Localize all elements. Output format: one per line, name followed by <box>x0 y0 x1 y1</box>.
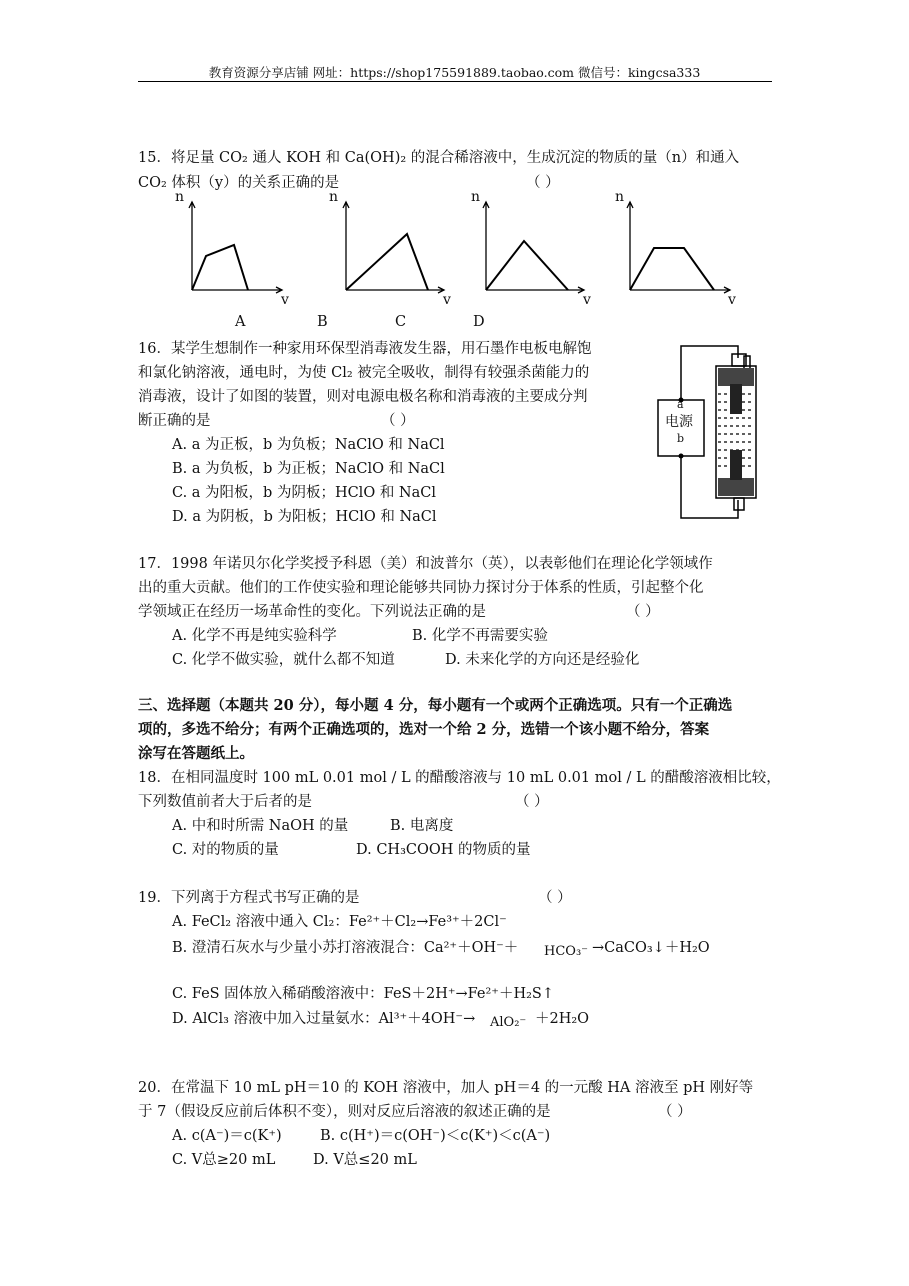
page-header: 教育资源分享店铺 网址：https://shop175591889.taobao.com 微信号：kingcsa333 <box>208 65 701 80</box>
q20-option-a: A. c(A⁻)＝c(K⁺) <box>172 1128 282 1144</box>
graph-c <box>483 202 584 293</box>
q18-option-c: C. 对的物质的量 <box>172 842 279 858</box>
graph-a-v-label: v <box>281 292 289 308</box>
q16-line4: 断正确的是 <box>138 413 211 429</box>
q17-line2: 出的重大贡献。他们的工作使实验和理论能够共同协力探讨分于体系的性质，引起整个化 <box>138 580 704 596</box>
q16-option-c: C. a 为阳板，b 为阴板；HClO 和 NaCl <box>172 485 436 501</box>
q17-option-a: A. 化学不再是纯实验科学 <box>172 628 337 644</box>
graph-d-v-label: v <box>728 292 736 308</box>
graph-c-curve <box>486 241 568 290</box>
q17-answer-bracket: （ ） <box>626 604 660 620</box>
q16-answer-bracket: （ ） <box>381 413 415 429</box>
graph-c-n-label: n <box>471 189 481 205</box>
q20-option-c: C. V总≥20 mL <box>172 1152 276 1168</box>
graph-a-caption: A <box>235 314 246 330</box>
q15-answer-bracket: （ ） <box>526 175 560 191</box>
q17-line3: 学领域正在经历一场革命性的变化。下列说法正确的是 <box>138 604 486 620</box>
q20-line1: 20．在常温下 10 mL pH＝10 的 KOH 溶液中，加人 pH＝4 的一元酸 HA 溶液至 pH 刚好等 <box>138 1080 754 1096</box>
q17-line1: 17．1998 年诺贝尔化学奖授予科恩（美）和波普尔（英），以表彰他们在理论化学领域作 <box>138 556 713 572</box>
q16-line2: 和氯化钠溶液，通电时，为使 Cl₂ 被完全吸收，制得有较强杀菌能力的 <box>138 365 590 381</box>
q18-option-a: A. 中和时所需 NaOH 的量 <box>172 818 349 834</box>
q17-option-b: B. 化学不再需要实验 <box>412 628 548 644</box>
graph-b-caption: B <box>317 314 328 330</box>
q20-option-d: D. V总≤20 mL <box>313 1152 417 1168</box>
header-divider <box>138 81 772 82</box>
graph-a-n-label: n <box>175 189 185 205</box>
graph-b <box>343 202 444 293</box>
q16-line1: 16．某学生想制作一种家用环保型消毒液发生器，用石墨作电板电解饱 <box>138 341 592 357</box>
power-terminal-a-label: a <box>677 398 684 411</box>
section3-line2: 项的，多选不给分；有两个正确选项的，选对一个给 2 分，选错一个该小题不给分，答案 <box>138 721 710 738</box>
q19-option-d: D. AlCl₃ 溶液中加入过量氨水：Al³⁺＋4OH⁻→ <box>172 1011 476 1027</box>
graph-d-curve <box>630 248 714 290</box>
q18-line2: 下列数值前者大于后者的是 <box>138 794 312 810</box>
graph-a-curve <box>192 245 248 290</box>
section3-line3: 涂写在答题纸上。 <box>138 745 254 762</box>
graph-c-caption: C <box>395 314 407 330</box>
q17-option-c: C. 化学不做实验，就什么都不知道 <box>172 652 395 668</box>
section3-line1: 三、选择题（本题共 20 分），每小题 4 分，每小题有一个或两个正确选项。只有一个正确选 <box>138 697 733 714</box>
q19-option-b-hco3: HCO₃⁻ <box>544 944 589 959</box>
q19-option-c: C. FeS 固体放入稀硝酸溶液中：FeS＋2H⁺→Fe²⁺＋H₂S↑ <box>172 986 554 1002</box>
q16-option-d: D. a 为阴板，b 为阳板；HClO 和 NaCl <box>172 509 437 525</box>
q20-answer-bracket: （ ） <box>658 1104 692 1120</box>
graph-d-n-label: n <box>615 189 625 205</box>
q18-option-b: B. 电离度 <box>390 818 454 834</box>
q19-option-b-products: →CaCO₃↓＋H₂O <box>592 940 710 956</box>
q20-line2: 于 7（假设反应前后体积不变），则对反应后溶液的叙述正确的是 <box>138 1104 551 1120</box>
q15-line2: CO₂ 体积（y）的关系正确的是 <box>138 175 340 191</box>
q19-line1: 19．下列离于方程式书写正确的是 <box>138 890 360 906</box>
graph-a <box>189 202 282 293</box>
graph-d-caption: D <box>473 314 485 330</box>
q16-option-b: B. a 为负板，b 为正板；NaClO 和 NaCl <box>172 461 445 477</box>
graph-b-n-label: n <box>329 189 339 205</box>
graph-b-curve <box>346 234 428 290</box>
bottom-electrode-terminal <box>734 498 744 510</box>
q16-option-a: A. a 为正板，b 为负板；NaClO 和 NaCl <box>172 437 445 453</box>
q20-option-b: B. c(H⁺)＝c(OH⁻)＜c(K⁺)＜c(A⁻) <box>320 1128 551 1144</box>
power-terminal-b-label: b <box>677 432 685 445</box>
q17-option-d: D. 未来化学的方向还是经验化 <box>445 652 640 668</box>
power-supply-label: 电源 <box>665 414 693 430</box>
q18-answer-bracket: （ ） <box>515 794 549 810</box>
q18-line1: 18．在相同温度时 100 mL 0.01 mol / L 的醋酸溶液与 10 mL 0.01 mol / L 的醋酸溶液相比较， <box>138 770 781 786</box>
q19-option-a: A. FeCl₂ 溶液中通入 Cl₂：Fe²⁺＋Cl₂→Fe³⁺＋2Cl⁻ <box>172 914 507 930</box>
graph-b-v-label: v <box>443 292 451 308</box>
q19-option-b: B. 澄清石灰水与少量小苏打溶液混合：Ca²⁺＋OH⁻＋ <box>172 940 519 956</box>
q19-option-d-alo2: AlO₂⁻ <box>490 1015 527 1030</box>
graph-d <box>627 202 730 293</box>
q19-option-d-products: ＋2H₂O <box>535 1011 590 1027</box>
graph-c-v-label: v <box>583 292 591 308</box>
q16-line3: 消毒液，设计了如图的装置，则对电源电极名称和消毒液的主要成分判 <box>138 389 588 405</box>
q15-graphs <box>170 190 750 315</box>
q15-line1: 15．将足量 CO₂ 通人 KOH 和 Ca(OH)₂ 的混合稀溶液中，生成沉淀的物质的量（n）和通入 <box>138 150 740 166</box>
q18-option-d: D. CH₃COOH 的物质的量 <box>356 842 531 858</box>
q19-answer-bracket: （ ） <box>538 890 572 906</box>
